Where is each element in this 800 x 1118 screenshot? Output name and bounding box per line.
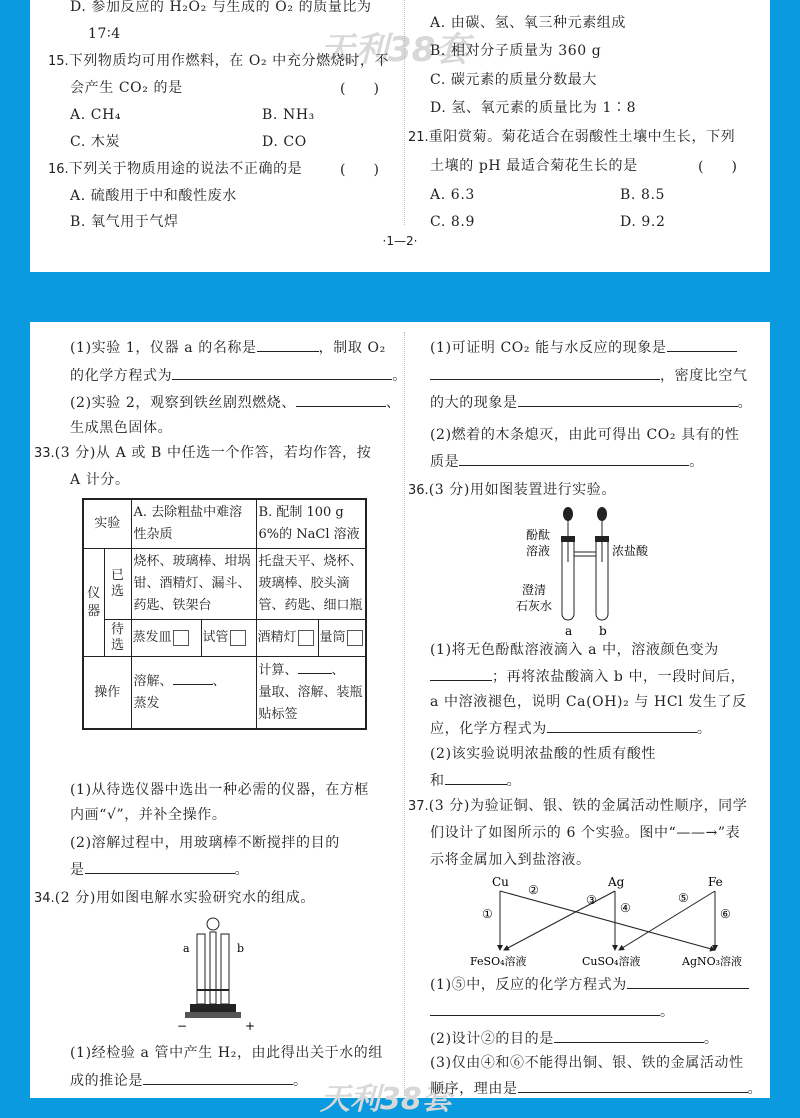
q15-option-b: B. NH₃ [262, 107, 315, 123]
checkbox[interactable] [298, 630, 314, 646]
question-number: 34. [34, 891, 55, 906]
q37-part3-line2: 顺序，理由是 。 [430, 1078, 762, 1099]
label-6: ⑥ [720, 907, 731, 921]
q35-part1-line1: (1)可证明 CO₂ 能与水反应的现象是 [430, 337, 737, 358]
q37-part1-line1: (1)⑤中，反应的化学方程式为 [430, 974, 749, 995]
metal-activity-diagram [470, 872, 760, 968]
q32-part1-line2: 的化学方程式为 。 [70, 365, 407, 386]
q21-option-b: B. 8.5 [620, 187, 666, 203]
q21-option-c: C. 8.9 [430, 214, 475, 230]
candidate-alcohol-lamp: 酒精灯 [256, 620, 318, 657]
negative-electrode-label: − [177, 1019, 188, 1033]
q21-text: 重阳赏菊。菊花适合在弱酸性土壤中生长，下列 [428, 129, 736, 145]
candidate-graduated-cylinder: 量筒 [318, 620, 366, 657]
q14-option-d-cont: 17∶4 [88, 26, 121, 42]
question-number: 16. [48, 162, 69, 177]
answer-blank [554, 1028, 704, 1043]
page-top-panel [30, 0, 770, 272]
q15-option-a: A. CH₄ [70, 107, 122, 123]
q15-option-d: D. CO [262, 134, 307, 150]
tube-b-label: b [237, 942, 245, 955]
q33-stem: 33.(3 分)从 A 或 B 中任选一个作答，若均作答，按 [34, 445, 372, 461]
solution-cuso4: CuSO₄溶液 [582, 955, 641, 968]
table-header-experiment: 实验 [83, 499, 131, 549]
q21-stem [408, 127, 735, 148]
label-solution: 溶液 [526, 544, 551, 558]
answer-blank [172, 365, 392, 380]
q21-option-d: D. 9.2 [620, 214, 666, 230]
answer-blank [430, 365, 660, 380]
q21-option-a: A. 6.3 [430, 187, 475, 203]
candidate-test-tube: 试管 [201, 620, 256, 657]
q35-part2-line1: (2)燃着的木条熄灭，由此可得出 CO₂ 具有的性 [430, 427, 740, 443]
q33-part2-line2: 是 。 [70, 859, 249, 880]
q37-part3-line1: (3)仅由④和⑥不能得出铜、银、铁的金属活动性 [430, 1055, 744, 1071]
question-number: 33. [34, 446, 55, 461]
metal-cu: Cu [492, 875, 509, 889]
q35-part1-line3: 的大的现象是 。 [430, 392, 752, 413]
checkbox[interactable] [173, 630, 189, 646]
q32-part2-line1: (2)实验 2，观察到铁丝剧烈燃烧、 、 [70, 392, 401, 413]
table-header-candidates: 待选 [104, 620, 131, 657]
q36-part2-line1: (2)该实验说明浓盐酸的性质有酸性 [430, 746, 657, 762]
answer-blank [667, 337, 737, 352]
candidate-evaporating-dish: 蒸发皿 [131, 620, 201, 657]
q36-part1-line3: a 中溶液褪色，说明 Ca(OH)₂ 与 HCl 发生了反 [430, 694, 747, 710]
q36-part1-line1: (1)将无色酚酞溶液滴入 a 中，溶液颜色变为 [430, 642, 719, 658]
table-header-instruments: 仪器 [83, 549, 104, 657]
question-number: 37. [408, 799, 429, 814]
q14-option-d: D. 参加反应的 H₂O₂ 与生成的 O₂ 的质量比为 [70, 0, 372, 15]
page-number: ·1—2· [382, 234, 418, 248]
q37-stem-line2: 们设计了如图所示的 6 个实验。图中“——→”表 [430, 825, 741, 841]
question-number: 36. [408, 483, 429, 498]
column-divider [404, 332, 405, 1098]
q15-option-c: C. 木炭 [70, 134, 121, 150]
answer-blank [627, 974, 749, 989]
answer-blank [430, 1001, 660, 1016]
q35-part2-line2: 质是 。 [430, 451, 704, 472]
q37-part1-line2: 。 [430, 1001, 675, 1022]
q37-stem-line3: 示将金属加入到盐溶液。 [430, 852, 591, 868]
question-number: 15. [48, 54, 69, 69]
label-4: ④ [620, 901, 631, 915]
q36-part2-line2: 和 。 [430, 770, 521, 791]
q36-stem: 36.(3 分)用如图装置进行实验。 [408, 482, 616, 498]
q16-option-b: B. 氧气用于气焊 [70, 214, 179, 230]
q35-part1-line2: ，密度比空气 [430, 365, 748, 386]
experiment-table [82, 498, 367, 730]
checkbox[interactable] [230, 630, 246, 646]
q16-text: 下列关于物质用途的说法不正确的是 [68, 161, 303, 177]
table-cell-b-operation: 计算、 、 量取、溶解、装瓶贴标签 [256, 657, 366, 730]
table-header-selected: 已选 [104, 549, 131, 620]
q34-stem: 34.(2 分)用如图电解水实验研究水的组成。 [34, 890, 315, 906]
answer-blank [518, 392, 738, 407]
label-1: ① [482, 907, 493, 921]
question-number: 21. [408, 130, 429, 145]
q20-option-a: A. 由碳、氢、氧三种元素组成 [430, 15, 627, 31]
q34-part1-line2: 成的推论是 。 [70, 1070, 308, 1091]
q32-part2-line2: 生成黑色固体。 [70, 420, 173, 436]
column-divider [404, 0, 405, 225]
electrolysis-apparatus-figure [175, 912, 265, 1034]
q20-option-d: D. 氢、氧元素的质量比为 1∶8 [430, 100, 637, 116]
solution-agno3: AgNO₃溶液 [682, 955, 743, 968]
metal-ag: Ag [608, 875, 625, 889]
watermark: 天利38套 [320, 30, 470, 70]
q33-part2-line1: (2)溶解过程中，用玻璃棒不断搅拌的目的 [70, 835, 340, 851]
q36-part1-line2: ；再将浓盐酸滴入 b 中，一段时间后， [430, 666, 745, 687]
answer-blank [547, 718, 697, 733]
tube-a-label: a [565, 624, 573, 638]
answer-blank [459, 451, 689, 466]
answer-paren: ( ) [340, 162, 379, 178]
tube-a [197, 934, 205, 1004]
answer-blank [298, 659, 332, 674]
answer-blank [430, 666, 492, 681]
table-cell-a-title: A. 去除粗盐中难溶性杂质 [131, 499, 256, 549]
dropper-bulb-b [597, 507, 607, 521]
q36-part1-line4: 应，化学方程式为 。 [430, 718, 711, 739]
q32-part1-line1: (1)实验 1，仪器 a 的名称是 ，制取 O₂ [70, 337, 386, 358]
answer-paren: ( ) [698, 159, 737, 175]
tube-b [221, 934, 229, 1004]
answer-blank [296, 392, 386, 407]
label-2: ② [528, 883, 539, 897]
answer-blank [173, 670, 213, 685]
q37-part2: (2)设计②的目的是 。 [430, 1028, 718, 1049]
tube-a-label: a [183, 942, 190, 955]
q33-stem-cont: A 计分。 [70, 472, 130, 488]
table-cell-b-title: B. 配制 100 g 6%的 NaCl 溶液 [256, 499, 366, 549]
label-limewater: 石灰水 [516, 599, 553, 613]
label-phenolphthalein: 酚酞 [526, 528, 551, 542]
checkbox[interactable] [347, 630, 363, 646]
table-header-operation: 操作 [83, 657, 131, 730]
q20-option-b: B. 相对分子质量为 360 g [430, 43, 602, 59]
answer-blank [85, 859, 235, 874]
table-cell-a-selected: 烧杯、玻璃棒、坩埚钳、酒精灯、漏斗、药匙、铁架台 [131, 549, 256, 620]
table-cell-a-operation: 溶解、 、 蒸发 [131, 657, 256, 730]
q34-part1-line1: (1)经检验 a 管中产生 H₂，由此得出关于水的组 [70, 1045, 383, 1061]
dropper-bulb-a [563, 507, 573, 521]
label-conc-hcl: 浓盐酸 [612, 544, 649, 558]
label-clear: 澄清 [522, 583, 547, 597]
solution-feso4: FeSO₄溶液 [470, 955, 527, 968]
answer-blank [518, 1078, 748, 1093]
q37-stem: 37.(3 分)为验证铜、银、铁的金属活动性顺序，同学 [408, 798, 748, 814]
page-bottom-panel [30, 322, 770, 1117]
q16-option-a: A. 硫酸用于中和酸性废水 [70, 188, 237, 204]
q15-stem-cont: 会产生 CO₂ 的是 [70, 80, 183, 96]
answer-blank [445, 770, 507, 785]
answer-blank [257, 337, 319, 352]
answer-paren: ( ) [340, 81, 379, 97]
label-3: ③ [586, 893, 597, 907]
q15-stem [48, 51, 389, 72]
arrow-3 [504, 891, 615, 950]
answer-blank [143, 1070, 293, 1085]
arrow-5 [619, 891, 715, 950]
tube-b-label: b [599, 624, 607, 638]
test-tube-apparatus-figure [500, 504, 660, 640]
q20-option-c: C. 碳元素的质量分数最大 [430, 72, 597, 88]
q16-stem [48, 159, 302, 180]
q15-text: 下列物质均可用作燃料，在 O₂ 中充分燃烧时，不 [68, 53, 390, 69]
q21-stem-cont: 土壤的 pH 最适合菊花生长的是 [430, 158, 638, 174]
q33-part1-line2: 内画“√”，并补全操作。 [70, 807, 227, 823]
table-cell-b-selected: 托盘天平、烧杯、玻璃棒、胶头滴管、药匙、细口瓶 [256, 549, 366, 620]
positive-electrode-label: + [245, 1019, 256, 1033]
q33-part1-line1: (1)从待选仪器中选出一种必需的仪器，在方框 [70, 782, 370, 798]
metal-fe: Fe [708, 875, 723, 889]
watermark: 天利38套 [320, 1082, 452, 1117]
label-5: ⑤ [678, 891, 689, 905]
